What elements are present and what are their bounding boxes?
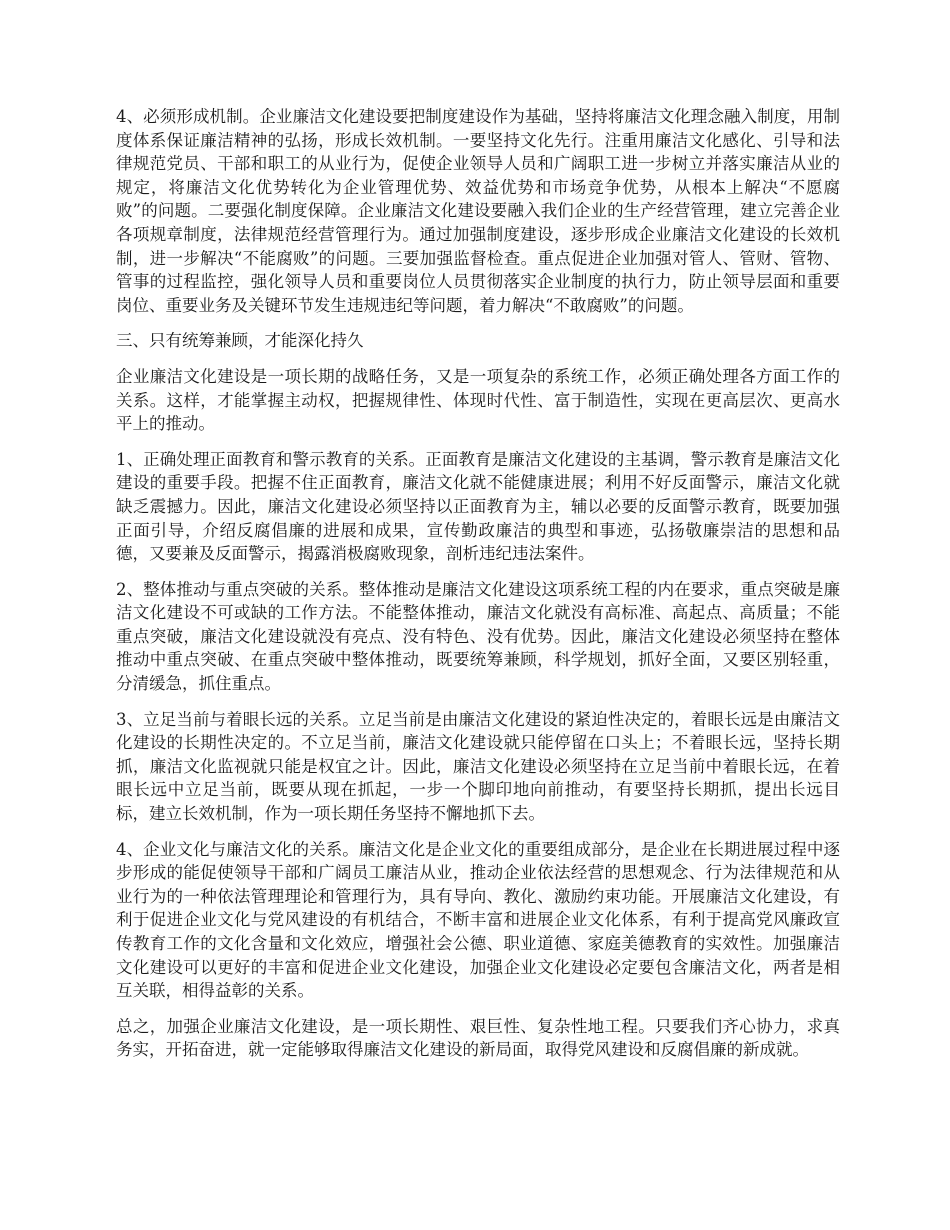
paragraph-mechanism: 4、必须形成机制。企业廉洁文化建设要把制度建设作为基础，坚持将廉洁文化理念融入制度，用制度体系保证廉洁精神的弘扬，形成长效机制。一要坚持文化先行。注重用廉洁文化感化、引导和法律规范党员、干部和职工的从业行为，促使企业领导人员和广阔职工进一步树立并落实廉洁从业的规定，将廉洁文化优势转化为企业管理优势、效益优势和市场竞争优势，从根本上解决“不愿腐败”的问题。二要强化制度保障。企业廉洁文化建设要融入我们企业的生产经营管理，建立完善企业各项规章制度，法律规范经营管理行为。通过加强制度建设，逐步形成企业廉洁文化建设的长效机制，进一步解决“不能腐败”的问题。三要加强监督检查。重点促进企业加强对管人、管财、管物、管事的过程监控，强化领导人员和重要岗位人员贯彻落实企业制度的执行力，防止领导层面和重要岗位、重要业务及关键环节发生违规违纪等问题，着力解决“不敢腐败”的问题。 [116,107,840,315]
section-heading-3: 三、只有统筹兼顾，才能深化持久 [116,331,364,351]
document-body [116,105,840,1074]
paragraph-item-2: 2、整体推动与重点突破的关系。整体推动是廉洁文化建设这项系统工程的内在要求，重点突破是廉洁文化建设不可或缺的工作方法。不能整体推动，廉洁文化就没有高标准、高起点、高质量；不能重点突破，廉洁文化建设就没有亮点、没有特色、没有优势。因此，廉洁文化建设必须坚持在整体推动中重点突破、在重点突破中整体推动，既要统筹兼顾，科学规划，抓好全面，又要区别轻重，分清缓急，抓住重点。 [116,579,840,694]
paragraph-section-intro: 企业廉洁文化建设是一项长期的战略任务，又是一项复杂的系统工作，必须正确处理各方面工作的关系。这样，才能掌握主动权，把握规律性、体现时代性、富于制造性，实现在更高层次、更高水平上的推动。 [116,366,840,434]
paragraph-conclusion: 总之，加强企业廉洁文化建设，是一项长期性、艰巨性、复杂性地工程。只要我们齐心协力，求真务实，开拓奋进，就一定能够取得廉洁文化建设的新局面，取得党风建设和反腐倡廉的新成就。 [116,1016,840,1060]
paragraph-item-3: 3、立足当前与着眼长远的关系。立足当前是由廉洁文化建设的紧迫性决定的，着眼长远是由廉洁文化建设的长期性决定的。不立足当前，廉洁文化建设就只能停留在口头上；不着眼长远，坚持长期抓，廉洁文化监视就只能是权宜之计。因此，廉洁文化建设必须坚持在立足当前中着眼长远，在着眼长远中立足当前，既要从现在抓起，一步一个脚印地向前推动，有要坚持长期抓，提出长远目标，建立长效机制，作为一项长期任务坚持不懈地抓下去。 [116,709,840,824]
paragraph-item-1: 1、正确处理正面教育和警示教育的关系。正面教育是廉洁文化建设的主基调，警示教育是廉洁文化建设的重要手段。把握不住正面教育，廉洁文化就不能健康进展；利用不好反面警示，廉洁文化就缺乏震撼力。因此，廉洁文化建设必须坚持以正面教育为主，辅以必要的反面警示教育，既要加强正面引导，介绍反腐倡廉的进展和成果，宣传勤政廉洁的典型和事迹，弘扬敬廉崇洁的思想和品德，又要兼及反面警示，揭露消极腐败现象，剖析违纪违法案件。 [116,449,840,564]
paragraph-item-4: 4、企业文化与廉洁文化的关系。廉洁文化是企业文化的重要组成部分，是企业在长期进展过程中逐步形成的能促使领导干部和广阔员工廉洁从业，推动企业依法经营的思想观念、行为法律规范和从业行为的一种依法管理理论和管理行为，具有导向、教化、激励约束功能。开展廉洁文化建设，有利于促进企业文化与党风建设的有机结合，不断丰富和进展企业文化体系，有利于提高党风廉政宣传教育工作的文化含量和文化效应，增强社会公德、职业道德、家庭美德教育的实效性。加强廉洁文化建设可以更好的丰富和促进企业文化建设，加强企业文化建设必定要包含廉洁文化，两者是相互关联，相得益彰的关系。 [116,839,840,1001]
